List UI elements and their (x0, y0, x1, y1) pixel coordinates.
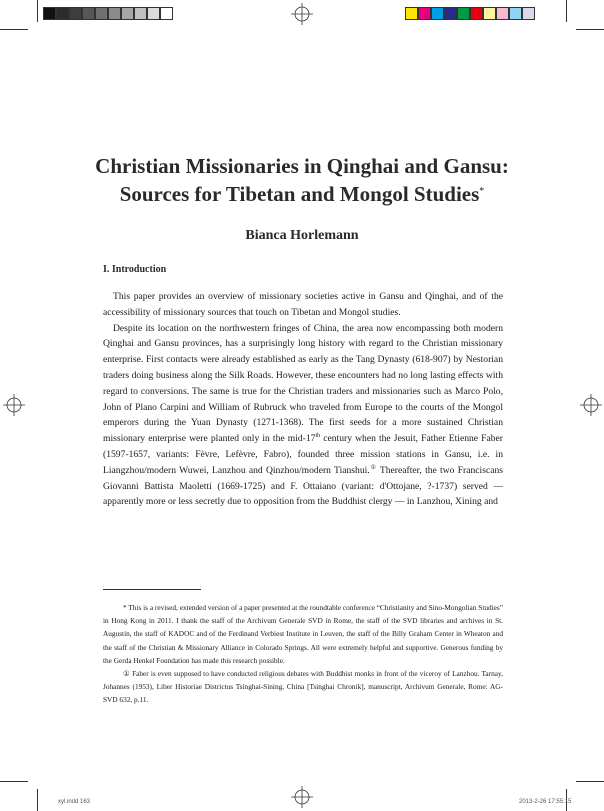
crop-mark (0, 781, 28, 782)
slug-file-info: xyl.indd 163 (58, 799, 91, 805)
title-line-2: Sources for Tibetan and Mongol Studies (119, 182, 480, 206)
crop-mark (576, 29, 604, 30)
article-title (0, 152, 604, 208)
section-heading: I. Introduction (103, 264, 167, 275)
color-swatch (470, 7, 483, 20)
author-name: Bianca Horlemann (245, 228, 359, 243)
color-swatch (56, 7, 69, 20)
registration-mark-top (291, 3, 313, 25)
color-swatch (483, 7, 496, 20)
color-swatch (95, 7, 108, 20)
color-swatch (522, 7, 535, 20)
article-body (103, 289, 503, 510)
crop-mark (576, 781, 604, 782)
color-swatch (457, 7, 470, 20)
footnotes (103, 601, 503, 707)
color-swatch (108, 7, 121, 20)
color-swatch (431, 7, 444, 20)
footnote-separator (103, 589, 201, 590)
color-swatch (82, 7, 95, 20)
color-swatch (134, 7, 147, 20)
slug-timestamp: 2013-2-26 17:55:15 (519, 799, 572, 805)
color-swatch (121, 7, 134, 20)
superscript-th: th (315, 432, 321, 439)
crop-mark (566, 0, 567, 22)
color-swatch (69, 7, 82, 20)
title-footnote-mark: * (479, 186, 485, 197)
paragraph-2: Despite its location on the northwestern fringes of China, the area now encompassing both modern Qinghai and Gansu provinces, has a surprisingly long history with regard to the Christian missionary enterprise. First contacts were already established as early as the Tang Dynasty (618-907) by Nestorian traders doing business along the Silk Roads. However, these encounters had no long lasting effects with regard to conversions. The same is true for the Christian traders and missionaries such as Marco Polo, John of Plano Carpini and William of Rubruck who traveled from Europe to the courts of the Mongol emperors during the Yuan Dynasty (1271-1368). The first seeds for a more sustained Christian missionary enterprise were planted only in the mid-17th century when the Jesuit, Father Etienne Faber (1597-1657, variants: Fèvre, Lefèvre, Fabro), founded three mission stations in Gansu, i.e. in Liangzhou/modern Wuwei, Lanzhou and Qinzhou/modern Tianshui.① Thereafter, the two Franciscans Giovanni Battista Maoletti (1669-1725) and F. Ottaiano (variant: d'Ottojane, ?-1737) served — apparently more or less secretly due to opposition from the Buddhist clergy — in Lanzhou, Xining and (103, 322, 503, 508)
process-color-bar (405, 7, 535, 20)
color-swatch (444, 7, 457, 20)
footnote-ref-1: ① (369, 464, 377, 471)
title-line-1: Christian Missionaries in Qinghai and Gansu: (95, 154, 509, 178)
crop-mark (0, 29, 28, 30)
color-swatch (496, 7, 509, 20)
color-swatch (43, 7, 56, 20)
color-swatch (147, 7, 160, 20)
paragraph-1: This paper provides an overview of missionary societies active in Gansu and Qinghai, and of the accessibility of missionary sources that touch on Tibetan and Mongol studies. (103, 291, 503, 318)
color-swatch (160, 7, 173, 20)
registration-mark-left (3, 394, 25, 416)
registration-mark-right (580, 394, 602, 416)
crop-mark (37, 0, 38, 22)
color-swatch (405, 7, 418, 20)
footnote-1: ① Faber is even supposed to have conducted religious debates with Buddhist monks in front of the viceroy of Lanzhou. Tarnay, Johannes (1953), Liber Historiae Districtus Tsinghai-Sining, China [Tsinghai Chronik], manuscript, Archivum Generale, Rome: AG-SVD 632, p.11. (103, 669, 503, 705)
registration-mark-bottom (291, 786, 313, 808)
footnote-star: * This is a revised, extended version of a paper presented at the roundtable conference “Christianity and Sino-Mongolian Studies” in Hong Kong in 2011. I thank the staff of the Archivum Generale SVD in Rome, the staff of the SVD libraries and archives in St. Augustin, the staff of KADOC and of the Ferdinand Verbiest Institute in Leuven, the staff of the Billy Graham Center in Wheaton and the staff of the Christian & Missionary Alliance in Colorado Springs. All were extremely helpful and supportive. Generous funding by the Gerda Henkel Foundation has made this research possible. (103, 603, 503, 665)
crop-mark (37, 789, 38, 811)
gray-color-bar (43, 7, 173, 20)
color-swatch (509, 7, 522, 20)
color-swatch (418, 7, 431, 20)
